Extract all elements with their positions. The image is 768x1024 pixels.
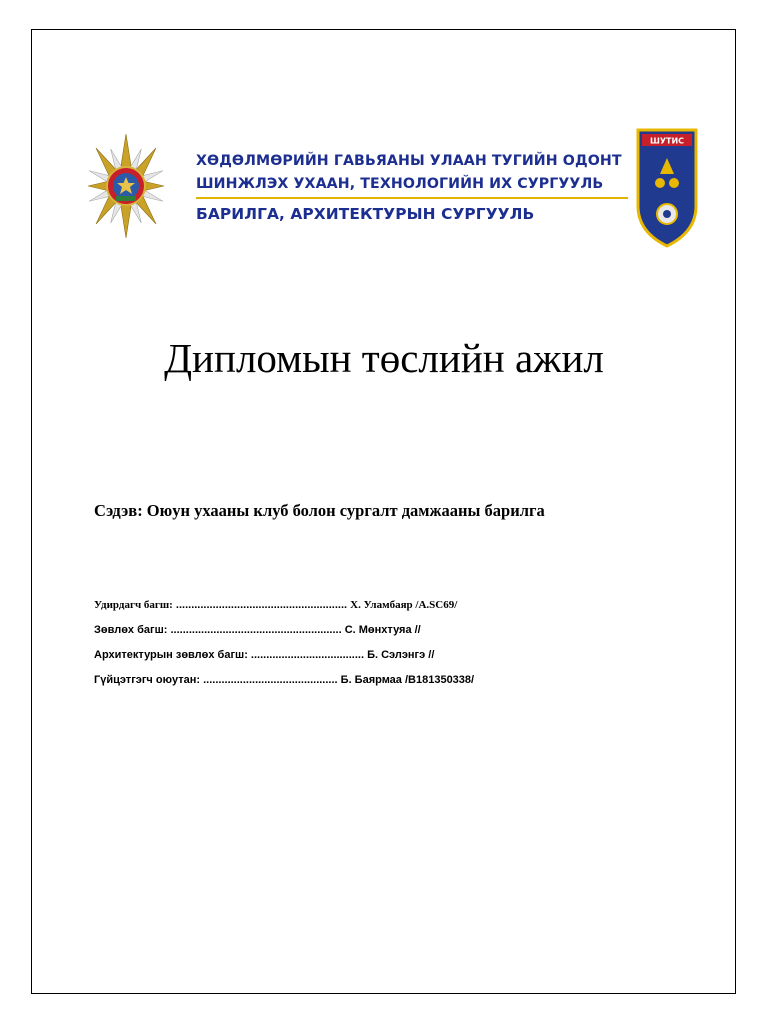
- header-text-block: [196, 150, 628, 228]
- signatory-name: Б. Сэлэнгэ //: [367, 649, 435, 661]
- signatory-row-supervisor: [94, 598, 474, 623]
- shield-label: ШУТИС: [649, 136, 685, 146]
- signatory-dots: ............................................: [200, 674, 341, 686]
- header-divider: [196, 197, 628, 199]
- signatory-role: Гүйцэтгэгч оюутан:: [94, 674, 201, 686]
- document-title: Дипломын төслийн ажил: [164, 335, 604, 381]
- signatory-name: Б. Баярмаа /B181350338/: [340, 674, 475, 686]
- signatory-name: Х. Уламбаяр /A.SC69/: [350, 599, 458, 611]
- signatory-dots: ........................................................: [167, 624, 345, 636]
- signatory-dots: ........................................................: [172, 599, 351, 611]
- signatory-role: Зөвлөх багш:: [94, 624, 168, 636]
- order-star-emblem-icon: [88, 126, 164, 252]
- signatory-row-architecture-advisor: [94, 648, 474, 673]
- signatories-list: [94, 598, 474, 698]
- signatory-name: С. Мөнхтуяа //: [344, 624, 421, 636]
- signatory-dots: .....................................: [247, 649, 368, 661]
- signatory-role: Удирдагч багш:: [94, 599, 173, 611]
- signatory-row-advisor: [94, 623, 474, 648]
- document-header: [88, 126, 698, 252]
- header-line-university: ШИНЖЛЭХ УХААН, ТЕХНОЛОГИЙН ИХ СУРГУУЛЬ: [196, 176, 604, 192]
- thesis-topic: Сэдэв: Оюун ухааны клуб болон сургалт дамжааны барилга: [94, 501, 545, 520]
- university-shield-logo-icon: [636, 128, 698, 248]
- header-line-school: БАРИЛГА, АРХИТЕКТУРЫН СУРГУУЛЬ: [196, 205, 535, 223]
- header-line-order: ХӨДӨЛМӨРИЙН ГАВЬЯАНЫ УЛААН ТУГИЙН ОДОНТ: [196, 153, 622, 169]
- signatory-role: Архитектурын зөвлөх багш:: [94, 649, 248, 661]
- signatory-row-student: [94, 673, 474, 698]
